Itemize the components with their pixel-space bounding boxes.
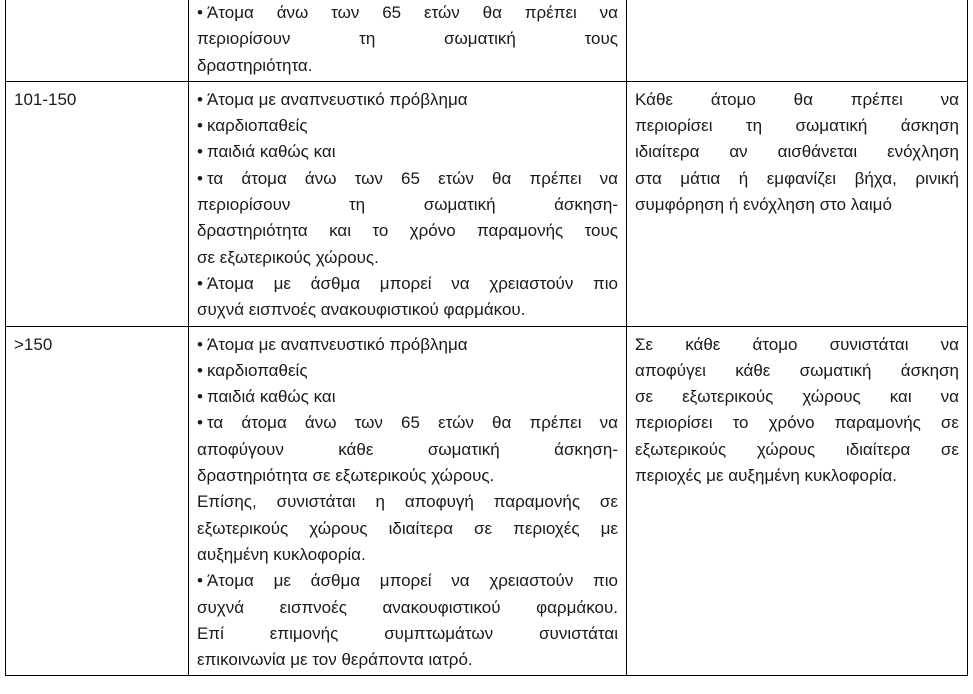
- text-line: δραστηριότητα σε εξωτερικούς χώρους.: [197, 466, 495, 486]
- sensitive-groups-cell: [189, 0, 627, 81]
- text-line: περιορίσουν τη σωματική τους: [197, 29, 618, 49]
- text-line: περιορίσουν τη σωματική άσκηση-: [197, 195, 618, 215]
- text-line: αποφύγουν κάθε σωματική άσκηση-: [197, 439, 618, 459]
- bullet-line: • τα άτομα άνω των 65 ετών θα πρέπει να: [197, 166, 618, 192]
- text-line: αποφύγει κάθε σωματική άσκηση: [635, 360, 959, 380]
- general-advice-cell: [627, 326, 968, 676]
- text-line: αυξημένη κυκλοφορία.: [197, 544, 366, 564]
- table-row: [6, 326, 968, 676]
- text-line: Σε κάθε άτομο συνιστάται να: [635, 334, 959, 354]
- text-line: Επί επιμονής συμπτωμάτων συνιστάται: [197, 623, 618, 643]
- text-line: συχνά εισπνοές ανακουφιστικού φαρμάκου.: [197, 597, 618, 617]
- bullet-line: • καρδιοπαθείς: [197, 113, 618, 139]
- bullet-line: • Άτομα με αναπνευστικό πρόβλημα: [197, 332, 618, 358]
- text-line: περιοχές με αυξημένη κυκλοφορία.: [635, 466, 897, 486]
- bullet-line: • καρδιοπαθείς: [197, 358, 618, 384]
- text-line: εξωτερικούς χώρους ιδιαίτερα σε: [635, 439, 959, 459]
- text-line: ιδιαίτερα αν αισθάνεται ενόχληση: [635, 142, 959, 162]
- air-quality-advice-table: [5, 0, 968, 676]
- text-line: δραστηριότητα και το χρόνο παραμονής τους: [197, 221, 618, 241]
- text-line: Κάθε άτομο θα πρέπει να: [635, 89, 959, 109]
- bullet-line: • τα άτομα άνω των 65 ετών θα πρέπει να: [197, 410, 618, 436]
- general-advice-cell: [627, 81, 968, 326]
- bullet-line: • παιδιά καθώς και: [197, 139, 618, 165]
- sensitive-groups-cell: [189, 81, 627, 326]
- bullet-line: • Άτομα με άσθμα μπορεί να χρειαστούν πιο: [197, 271, 618, 297]
- general-advice-cell: [627, 0, 968, 81]
- table-row: [6, 0, 968, 81]
- text-line: σε εξωτερικούς χώρους και να: [635, 387, 959, 407]
- text-line: δραστηριότητα.: [197, 55, 313, 75]
- text-line: Επίσης, συνιστάται η αποφυγή παραμονής σε: [197, 492, 618, 512]
- text-line: εξωτερικούς χώρους ιδιαίτερα σε περιοχές με: [197, 518, 618, 538]
- bullet-line: • Άτομα με αναπνευστικό πρόβλημα: [197, 87, 618, 113]
- bullet-line: • Άτομα με άσθμα μπορεί να χρειαστούν πιο: [197, 568, 618, 594]
- text-line: επικοινωνία με τον θεράποντα ιατρό.: [197, 650, 473, 670]
- table-body: [6, 0, 968, 676]
- bullet-line: • Άτομα άνω των 65 ετών θα πρέπει να: [197, 0, 618, 26]
- text-line: συμφόρηση ή ενόχληση στο λαιμό: [635, 195, 892, 215]
- text-line: στα μάτια ή εμφανίζει βήχα, ρινική: [635, 168, 959, 188]
- text-line: περιορίσει τη σωματική άσκηση: [635, 116, 959, 136]
- index-range-cell: >150: [6, 326, 189, 676]
- table-row: [6, 81, 968, 326]
- bullet-line: • παιδιά καθώς και: [197, 384, 618, 410]
- text-line: περιορίσει το χρόνο παραμονής σε: [635, 413, 959, 433]
- sensitive-groups-cell: [189, 326, 627, 676]
- index-range-cell: 101-150: [6, 81, 189, 326]
- text-line: συχνά εισπνοές ανακουφιστικού φαρμάκου.: [197, 300, 526, 320]
- index-range-cell: [6, 0, 189, 81]
- text-line: σε εξωτερικούς χώρους.: [197, 247, 379, 267]
